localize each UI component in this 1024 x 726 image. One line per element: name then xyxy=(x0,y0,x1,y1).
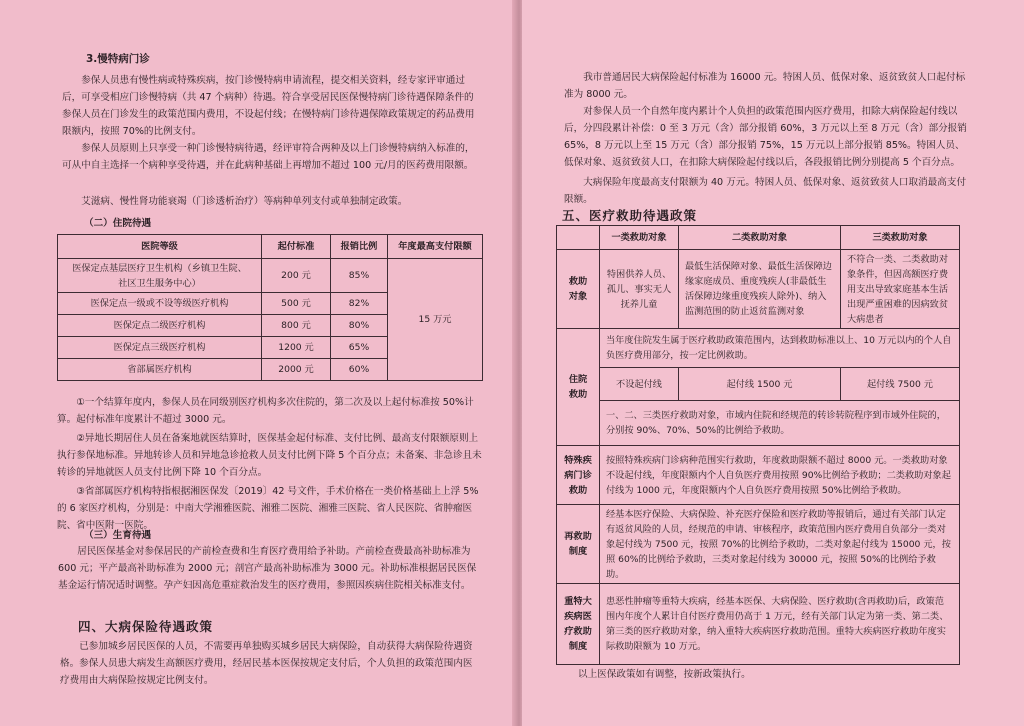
aid-special-outpatient-text: 按照特殊疾病门诊病种范围实行救助，年度救助限额不超过 8000 元。一类救助对象不设起付线，年度限额内个人自负医疗费用按照 90%比例给予救助；二类救助对象起付线为 1000 元，年度限额内个人自负医疗费用按照 50%比例给予救助。 xyxy=(599,445,960,505)
table-cell-ratio: 82% xyxy=(330,292,388,315)
major-illness-limit-paragraph: 大病保险年度最高支付限额为 40 万元。特困人员、低保对象、返贫致贫人口取消最高支付限额。 xyxy=(564,177,967,205)
aid-row-label-re-aid: 再救助制度 xyxy=(556,504,600,584)
inpatient-note-1: ①一个结算年度内，参保人员在同级别医疗机构多次住院的，第二次及以上起付标准按 50%计算。起付标准年度累计不超过 3000 元。 xyxy=(57,396,474,425)
aid-re-aid-text: 经基本医疗保险、大病保险、补充医疗保险和医疗救助等报销后，通过有关部门认定有返贫风险的人员，经规范的申请、审核程序，政策范围内医疗费用自负部分一类对象起付线为 7500 元，按照 70%的比例给予救助，二类对象起付线为 15000 元，按照 60%的比例给予救助，三类对象起付线为 30000 元，按照 50%的比例给予救助。 xyxy=(599,504,960,584)
aid-class1-description: 特困供养人员、孤儿、事实无人抚养儿童 xyxy=(599,249,679,329)
birth-paragraph: 居民医保基金对参保居民的产前检查费和生育医疗费用给予补助。产前检查费最高补助标准为 600 元；平产最高补助标准为 2000 元；剖宫产最高补助标准为 3000 元。补助标准根据居民医保基金运行情况适时调整。孕产妇因高危重症救治发生的医疗费用，参照因疾病住院相关标准支付。 xyxy=(58,546,477,591)
aid-row-label-inpatient: 住院救助 xyxy=(556,328,600,446)
table-cell-ratio: 80% xyxy=(330,314,388,337)
aid-header-class2: 二类救助对象 xyxy=(678,225,841,250)
table-row: 省部属医疗机构 xyxy=(57,358,262,381)
section-medical-aid-title: 五、医疗救助待遇政策 xyxy=(562,208,698,223)
inpatient-note-2: ②异地长期居住人员在备案地就医结算时，医保基金起付标准、支付比例、最高支付限额原则上执行参保地标准。异地转诊人员和异地急诊抢救人员支付比例下降 5 个百分点；未备案、非急诊且未转诊的异地就医人员支付比例下降 10 个百分点。 xyxy=(57,432,482,478)
aid-row-label-objects: 救助对象 xyxy=(556,249,600,329)
aid-header-class1: 一类救助对象 xyxy=(599,225,679,250)
table-row: 医保定点基层医疗卫生机构（乡镇卫生院、社区卫生服务中心） xyxy=(57,258,262,293)
table-cell-deductible: 800 元 xyxy=(261,314,331,337)
table-cell-deductible: 200 元 xyxy=(261,258,331,293)
policy-footer-note: 以上医保政策如有调整，按新政策执行。 xyxy=(578,669,751,680)
table-header-deductible: 起付标准 xyxy=(261,234,331,259)
major-illness-deductible-paragraph: 我市普通居民大病保险起付标准为 16000 元。特困人员、低保对象、返贫致贫人口起付标准为 8000 元。 xyxy=(564,72,966,100)
outpatient-chronic-paragraph-2: 参保人员原则上只享受一种门诊慢特病待遇，经评审符合两种及以上门诊慢特病纳入标准的，可从中自主选择一个病种享受待遇，并在此病种基础上再增加不超过 100 元/月的医药费用限额。 xyxy=(62,143,475,171)
section-outpatient-chronic-title: 3.慢特病门诊 xyxy=(86,53,150,65)
major-illness-paragraph: 已参加城乡居民医保的人员，不需要再单独购买城乡居民大病保险，自动获得大病保险待遇资格。参保人员患大病发生高额医疗费用，经居民基本医保按规定支付后，个人负担的政策范围内医疗费用由大病保险按规定比例支付。 xyxy=(60,641,473,686)
table-cell-ratio: 65% xyxy=(330,336,388,359)
outpatient-chronic-paragraph-1: 参保人员患有慢性病或特殊疾病，按门诊慢特病申请流程，提交相关资料，经专家评审通过后，可享受相应门诊慢特病（共 47 个病种）待遇。符合享受居民医保慢特病门诊待遇保障条件的参保人员在门诊发生的政策范围内费用，不设起付线；在慢特病门诊待遇保障政策规定的药品费用限额内，按照 70%的比例支付。 xyxy=(62,75,475,137)
aid-major-illness-text: 患恶性肿瘤等重特大疾病，经基本医保、大病保险、医疗救助(含再救助)后，政策范围内年度个人累计自付医疗费用仍高于 1 万元，经有关部门认定为第一类、第二类、第三类的医疗救助对象，纳入重特大疾病医疗救助范围。重特大疾病医疗救助年度实际救助限额为 10 万元。 xyxy=(599,583,960,665)
aid-header-class3: 三类救助对象 xyxy=(840,225,960,250)
aid-inpatient-intro: 当年度住院发生属于医疗救助政策范围内，达到救助标准以上、10 万元以内的个人自负医疗费用部分，按一定比例救助。 xyxy=(599,328,960,368)
inpatient-note-3: ③省部属医疗机构特指根据湘医保发〔2019〕42 号文件，手术价格在一类价格基础上上浮 5%的 6 家医疗机构，分别是：中南大学湘雅医院、湘雅二医院、湘雅三医院、省人民医院、省肿瘤医院、省中医附一医院。 xyxy=(57,485,479,531)
section-birth-title: （三）生育待遇 xyxy=(84,530,152,541)
table-cell-deductible: 2000 元 xyxy=(261,358,331,381)
aid-inpatient-class3-deductible: 起付线 7500 元 xyxy=(840,367,960,401)
table-cell-ratio: 85% xyxy=(330,258,388,293)
section-inpatient-title: （二）住院待遇 xyxy=(84,218,152,229)
major-illness-ratio-paragraph: 对参保人员一个自然年度内累计个人负担的政策范围内医疗费用，扣除大病保险起付线以后，分四段累计补偿：0 至 3 万元（含）部分报销 60%，3 万元以上至 8 万元（含）部分报销 65%，8 万元以上至 15 万元（含）部分报销 75%，15 万元以上部分报销 85%。特困人员、低保对象、返贫致贫人口，在扣除大病保险起付线以后，各段报销比例分别提高 5 个百分点。 xyxy=(564,106,967,168)
table-cell-deductible: 500 元 xyxy=(261,292,331,315)
aid-inpatient-class2-deductible: 起付线 1500 元 xyxy=(678,367,841,401)
table-cell-deductible: 1200 元 xyxy=(261,336,331,359)
table-row: 医保定点三级医疗机构 xyxy=(57,336,262,359)
aid-inpatient-ratio: 一、二、三类医疗救助对象，市域内住院和经规范的转诊转院程序到市域外住院的，分别按 90%、70%、50%的比例给予救助。 xyxy=(599,400,960,446)
table-header-annual-limit: 年度最高支付限额 xyxy=(387,234,483,259)
table-cell-ratio: 60% xyxy=(330,358,388,381)
aid-class2-description: 最低生活保障对象、最低生活保障边缘家庭成员、重度残疾人(非最低生活保障边缘重度残疾人除外)、纳入监测范围的防止返贫监测对象 xyxy=(678,249,841,329)
aid-class3-description: 不符合一类、二类救助对象条件，但因高额医疗费用支出导致家庭基本生活出现严重困难的因病致贫大病患者 xyxy=(840,249,960,329)
table-row: 医保定点二级医疗机构 xyxy=(57,314,262,337)
right-page xyxy=(522,0,1024,726)
aid-table-corner xyxy=(556,225,600,250)
table-row: 医保定点一级或不设等级医疗机构 xyxy=(57,292,262,315)
aid-row-label-major-illness: 重特大疾病医疗救助制度 xyxy=(556,583,600,665)
table-header-hospital-level: 医院等级 xyxy=(57,234,262,259)
section-major-illness-title: 四、大病保险待遇政策 xyxy=(78,619,214,634)
aid-row-label-special-outpatient: 特殊疾病门诊救助 xyxy=(556,445,600,505)
table-header-ratio: 报销比例 xyxy=(330,234,388,259)
outpatient-chronic-paragraph-3: 艾滋病、慢性肾功能衰竭（门诊透析治疗）等病种单列支付或单独制定政策。 xyxy=(81,196,408,207)
aid-inpatient-class1-deductible: 不设起付线 xyxy=(599,367,679,401)
table-cell-annual-limit: 15 万元 xyxy=(387,258,483,381)
